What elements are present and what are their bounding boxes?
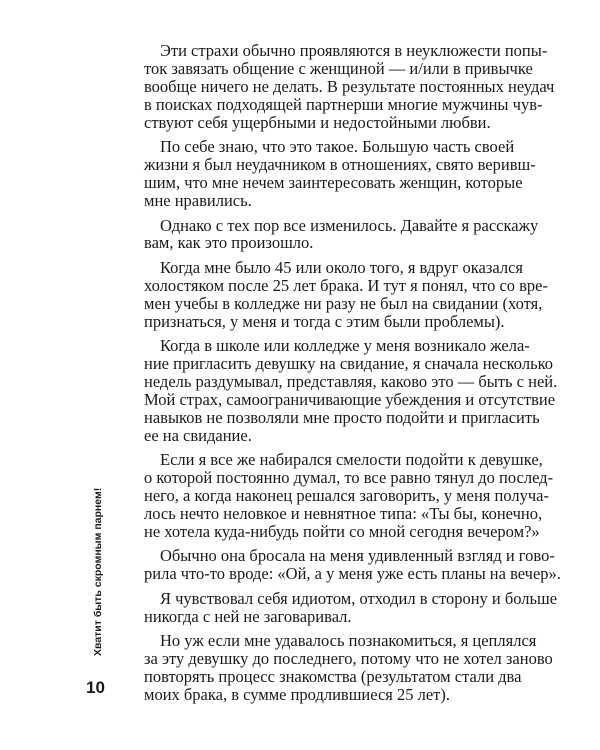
text-line: рила что-то вроде: «Ой, а у меня уже есть планы на вечер». <box>144 564 561 584</box>
text-line: мен учебы в колледже ни разу не был на свидании (хотя, <box>144 293 543 313</box>
text-line: Мой страх, самоограничивающие убеждения и отсутствие <box>144 389 556 409</box>
page-number: 10 <box>86 678 105 697</box>
text-line: недель раздумывал, представляя, каково это — быть с ней. <box>144 372 558 391</box>
text-line: Однако с тех пор все изменилось. Давайте я расскажу <box>160 215 539 235</box>
text-line: шим, что мне нечем заинтересовать женщин, которые <box>144 173 523 193</box>
text-line: никогда с ней не заговаривал. <box>144 606 352 626</box>
text-line: ее на свидание. <box>144 425 252 445</box>
text-line: Обычно она бросала на меня удивленный взгляд и гово- <box>160 546 555 566</box>
text-line: навыков не позволяли мне просто подойти и пригласить <box>144 407 540 427</box>
text-line: Если я все же набирался смелости подойти к девушке, <box>160 450 543 470</box>
text-line: него, а когда наконец решался заговорить, у меня получа- <box>144 486 549 506</box>
running-title: Хватит быть скромным парнем! <box>92 487 104 656</box>
text-line: холостяком после 25 лет брака. И тут я понял, что со вре- <box>144 275 549 295</box>
text-line: вообще ничего не делать. В результате постоянных неудач <box>144 76 555 96</box>
text-line: ток завязать общение с женщиной — и/или в привычке <box>144 58 533 78</box>
text-line: повторять процесс знакомства (результатом стали два <box>144 667 522 687</box>
text-line: за эту девушку до последнего, потому что не хотел заново <box>144 649 553 669</box>
text-line: Но уж если мне удавалось познакомиться, я цеплялся <box>160 631 537 651</box>
text-line: о которой постоянно думал, то все равно тянул до послед- <box>144 468 554 488</box>
text-line: не хотела куда-нибудь пойти со мной сегодня вечером?» <box>144 522 540 541</box>
text-line: моих брака, в сумме продлившиеся 25 лет). <box>144 685 451 704</box>
text-line: жизни я был неудачником в отношениях, свято веривш- <box>144 155 536 175</box>
text-line: признаться, у меня и тогда с этим были проблемы). <box>144 311 505 331</box>
text-line: ние пригласить девушку на свидание, я сначала несколько <box>144 354 554 373</box>
text-line: в поисках подходящей партнерши многие мужчины чув- <box>144 94 543 114</box>
text-line: Я чувствовал себя идиотом, отходил в сторону и больше <box>160 588 558 608</box>
text-line: мне нравились. <box>144 191 252 210</box>
text-line: лось нечто неловкое и невнятное типа: «Ты бы, конечно, <box>144 504 543 523</box>
text-line: ствуют себя ущербными и недостойными любви. <box>144 112 491 132</box>
text-line: Когда в школе или колледже у меня возникало жела- <box>160 336 530 356</box>
text-line: вам, как это произошло. <box>144 233 314 253</box>
text-line: По себе знаю, что это такое. Большую часть своей <box>160 137 515 157</box>
text-line: Эти страхи обычно проявляются в неуклюжести попы- <box>160 41 548 60</box>
text-line: Когда мне было 45 или около того, я вдруг оказался <box>160 257 523 277</box>
